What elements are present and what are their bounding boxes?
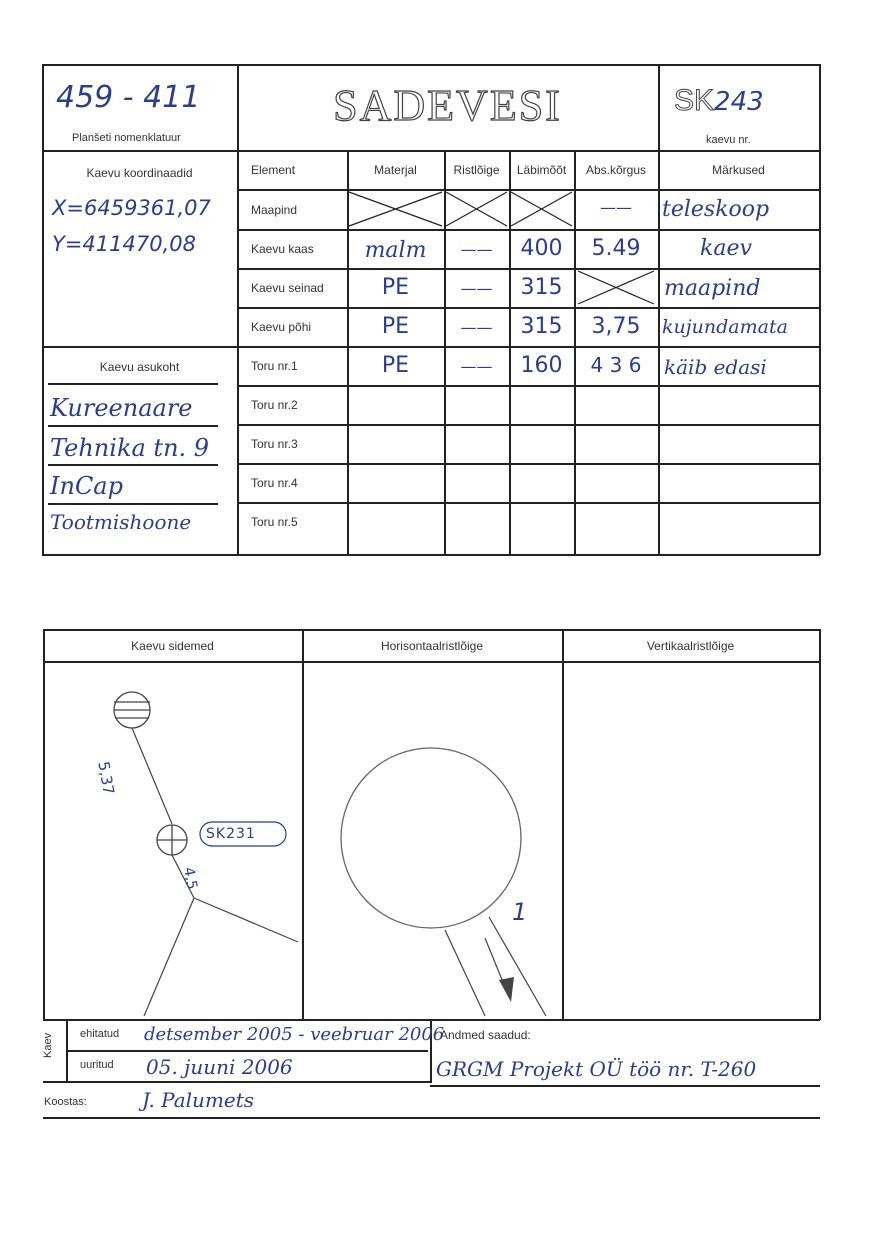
cell-notes: käib edasi xyxy=(664,355,767,379)
cell-cross-section: —— xyxy=(460,318,493,337)
column-header-cross-section: Ristlõige xyxy=(453,163,500,177)
connection-line xyxy=(132,728,172,824)
nomenclature-label: Planšeti nomenklatuur xyxy=(72,132,181,144)
column-header-element: Element xyxy=(251,163,296,177)
well-outline xyxy=(341,748,521,928)
cross-out-mark xyxy=(347,189,444,229)
cell-diameter: 160 xyxy=(520,353,563,378)
built-label: ehitatud xyxy=(80,1028,120,1040)
cell-cross-section: —— xyxy=(460,357,493,376)
pipe-line xyxy=(489,917,546,1016)
author-value: J. Palumets xyxy=(142,1088,255,1112)
location-line: InCap xyxy=(50,472,123,500)
well-symbol xyxy=(157,825,187,855)
source-label: Andmed saadud: xyxy=(440,1028,531,1042)
coordinate-y: Y=411470,08 xyxy=(52,232,196,256)
row-label: Kaevu põhi xyxy=(251,320,312,334)
cell-notes: kaev xyxy=(700,236,752,261)
page-title: SADEVESI xyxy=(333,81,562,130)
row-label: Toru nr.4 xyxy=(251,476,298,490)
cell-diameter: 400 xyxy=(520,236,563,261)
horizontal-section-sketch xyxy=(303,662,561,1018)
nomenclature-value: 459 - 411 xyxy=(56,80,201,115)
connections-sketch xyxy=(44,662,301,1018)
cell-abs-height: 5.49 xyxy=(591,236,641,261)
cell-abs-height: —— xyxy=(600,198,632,217)
row-label: Kaevu kaas xyxy=(251,242,314,256)
author-label: Koostas: xyxy=(44,1096,87,1108)
cell-material: PE xyxy=(381,353,410,378)
cell-material: PE xyxy=(381,314,410,339)
panel-title-vertical: Vertikaalristlõige xyxy=(646,639,735,653)
row-label: Maapind xyxy=(251,203,298,217)
pipe-line xyxy=(194,898,298,942)
cell-cross-section: —— xyxy=(460,279,493,298)
cell-diameter: 315 xyxy=(520,275,563,300)
pipe-line xyxy=(445,930,485,1016)
cross-out-mark xyxy=(574,268,658,307)
surveyed-label: uuritud xyxy=(80,1059,114,1071)
source-value: GRGM Projekt OÜ töö nr. T-260 xyxy=(436,1057,757,1081)
neighbor-well-symbol xyxy=(114,692,150,728)
cell-notes: maapind xyxy=(664,276,761,301)
row-label: Kaevu seinad xyxy=(251,281,324,295)
flow-arrow-head xyxy=(499,977,514,1002)
cell-material: PE xyxy=(381,275,410,300)
well-number-label: kaevu nr. xyxy=(706,134,751,146)
location-line: Kureenaare xyxy=(50,394,193,422)
column-header-abs-height: Abs.kõrgus xyxy=(585,163,647,177)
location-line: Tehnika tn. 9 xyxy=(50,434,210,462)
well-number-handwritten: 243 xyxy=(714,87,764,117)
column-header-material: Materjal xyxy=(374,163,417,177)
cell-abs-height: 4 3 6 xyxy=(590,353,642,377)
coordinates-label: Kaevu koordinaadid xyxy=(86,166,193,180)
panel-title-connections: Kaevu sidemed xyxy=(131,639,214,653)
row-label: Toru nr.2 xyxy=(251,398,298,412)
pipe-number-label: 1 xyxy=(512,898,528,926)
neighbor-label: SK231 xyxy=(206,826,256,842)
distance-label: 5,37 xyxy=(94,760,118,797)
well-number-prefix: SK xyxy=(674,84,715,117)
panel-title-horizontal: Horisontaalristlõige xyxy=(380,639,484,653)
cell-cross-section: —— xyxy=(460,240,493,259)
row-label: Toru nr.3 xyxy=(251,437,298,451)
cell-notes: teleskoop xyxy=(662,197,770,222)
coordinate-x: X=6459361,07 xyxy=(52,196,211,220)
row-label: Toru nr.5 xyxy=(251,515,298,529)
built-value: detsember 2005 - veebruar 2006 xyxy=(144,1024,445,1045)
distance-label: 4,5 xyxy=(180,866,200,891)
cell-material: malm xyxy=(364,238,427,263)
cell-abs-height: 3,75 xyxy=(591,314,641,339)
well-number xyxy=(674,84,764,118)
column-header-diameter: Läbimõõt xyxy=(516,163,567,177)
cross-out-mark xyxy=(509,189,574,229)
pipe-line xyxy=(144,898,194,1016)
location-label: Kaevu asukoht xyxy=(99,360,180,374)
footer-side-label: Kaev xyxy=(42,1032,54,1058)
column-header-notes: Märkused xyxy=(712,163,765,177)
surveyed-value: 05. juuni 2006 xyxy=(146,1055,293,1079)
cell-diameter: 315 xyxy=(520,314,563,339)
location-line: Tootmishoone xyxy=(50,510,192,534)
cell-notes: kujundamata xyxy=(662,316,788,338)
row-label: Toru nr.1 xyxy=(251,359,298,373)
cross-out-mark xyxy=(444,189,509,229)
